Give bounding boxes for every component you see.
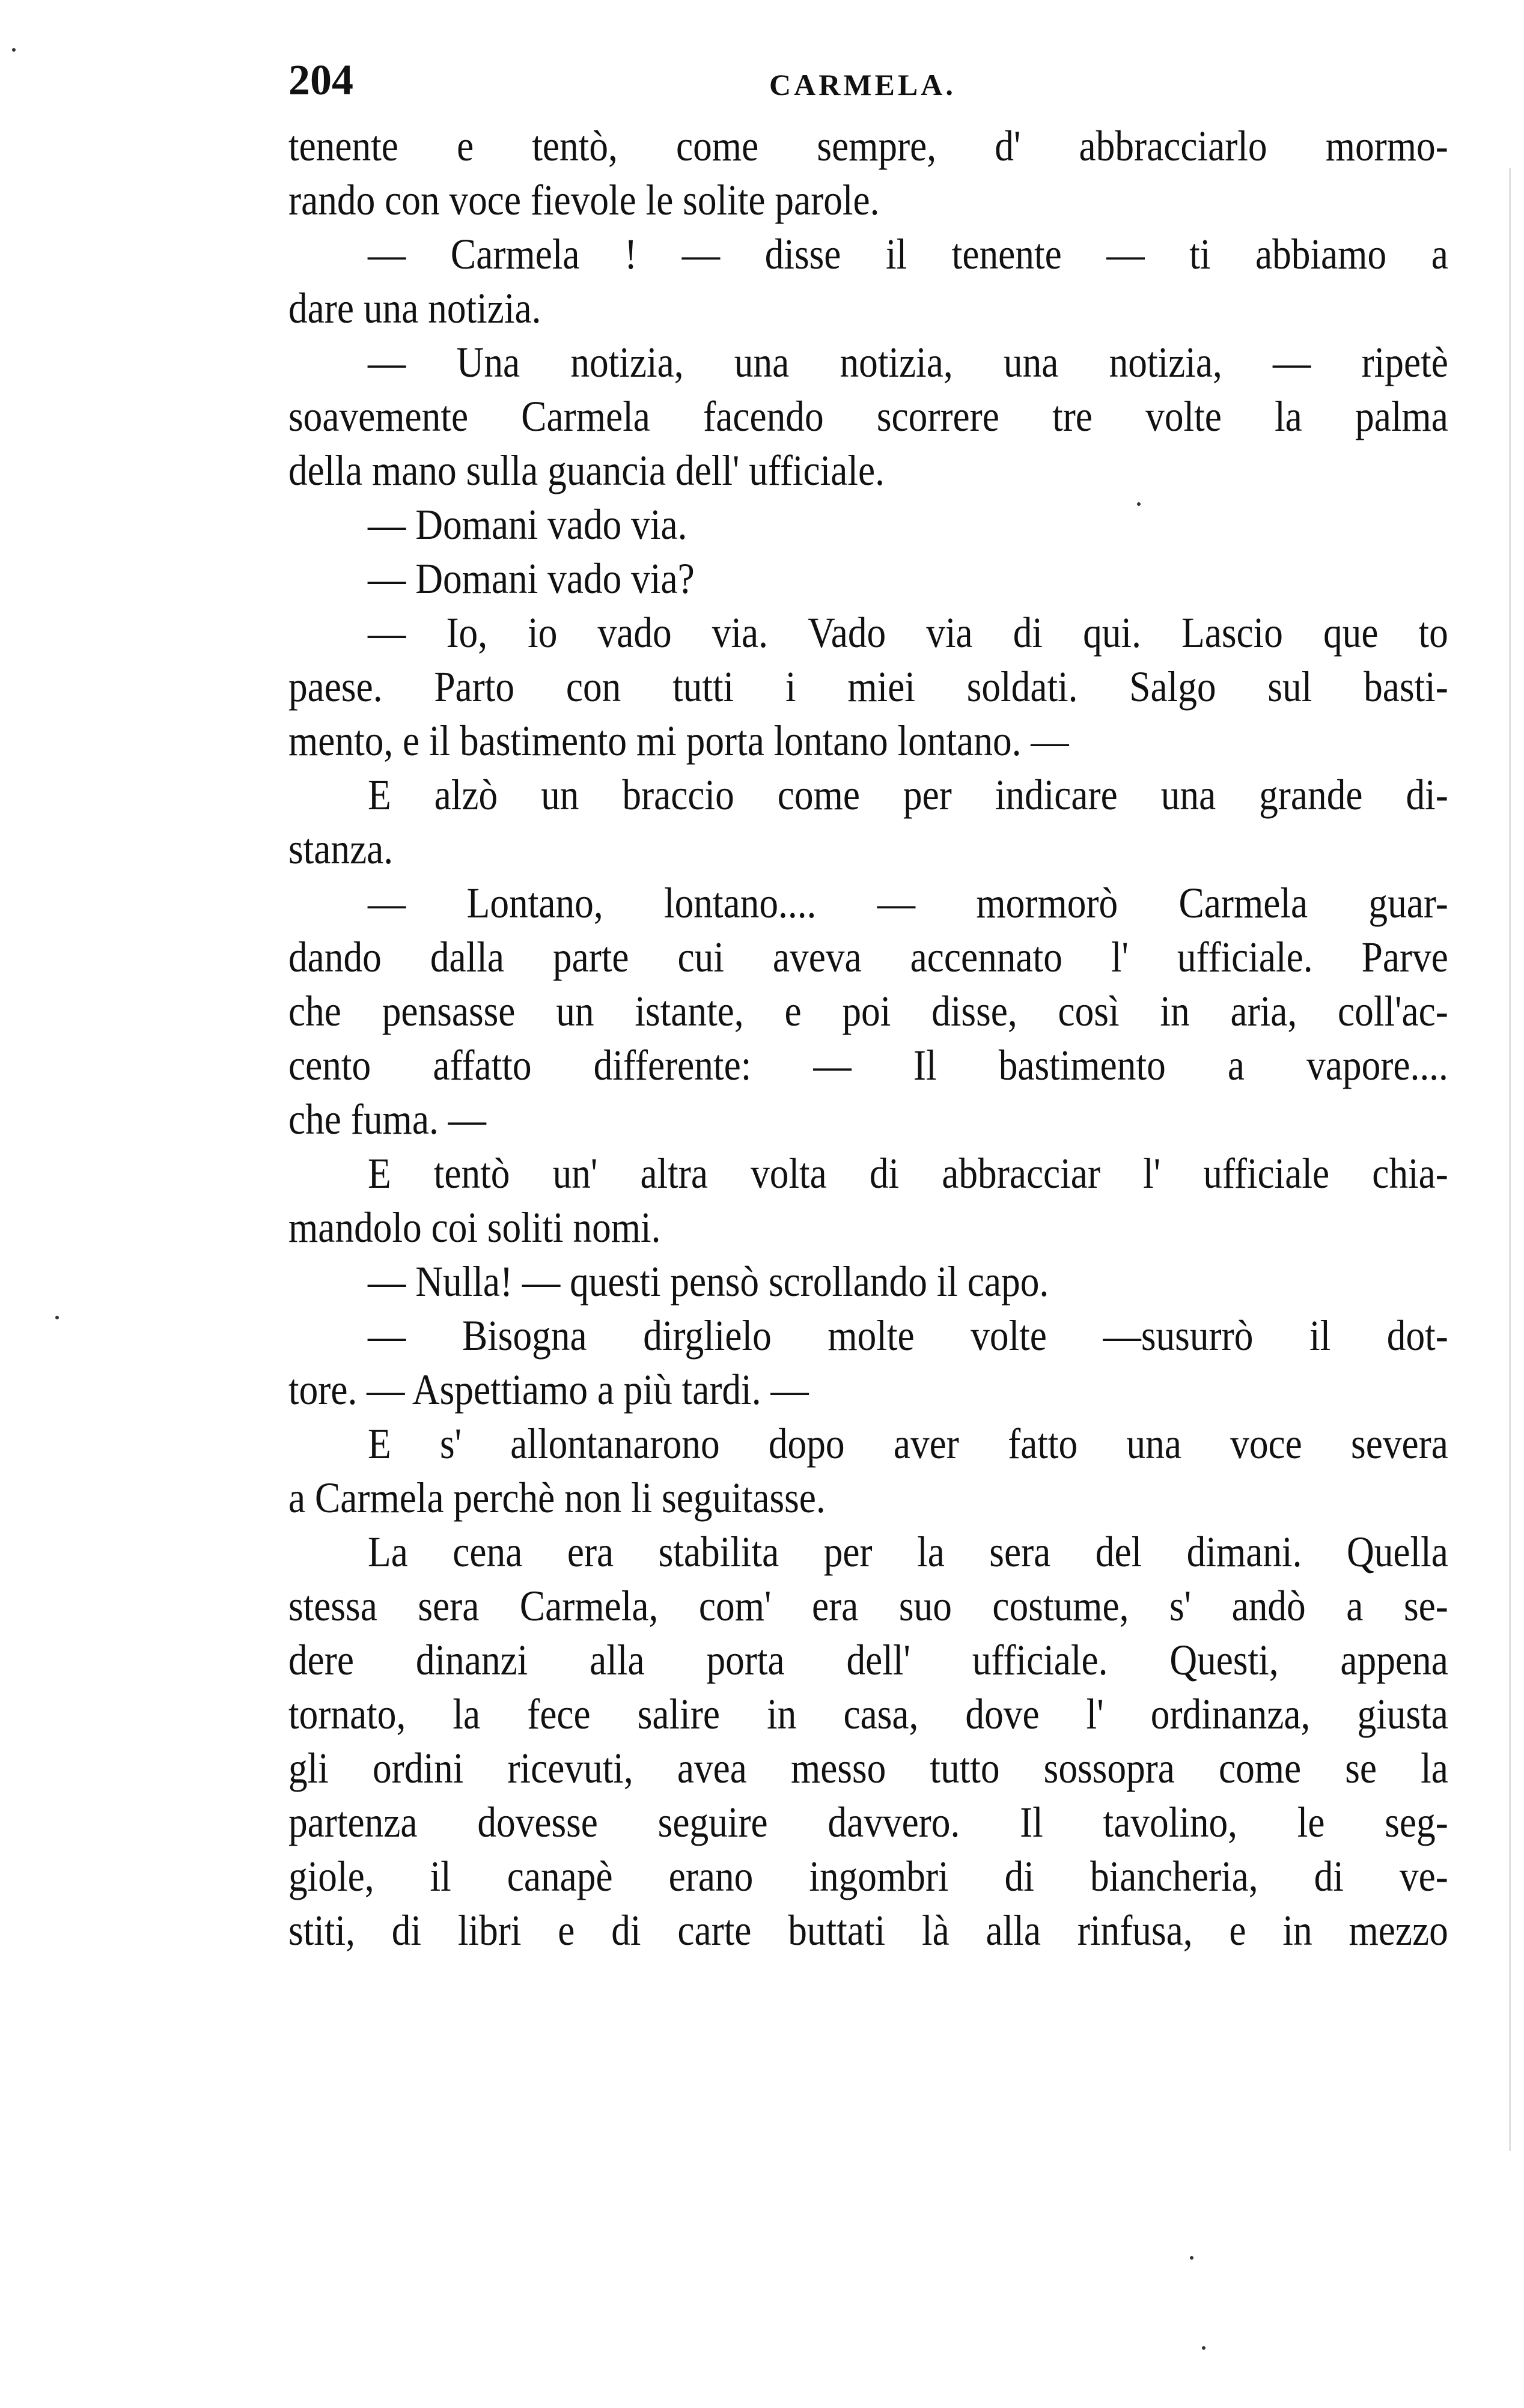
text-line: — Io, io vado via. Vado via di qui. Lascio que to (368, 609, 1448, 657)
scan-speck (12, 48, 16, 52)
running-head: CARMELA. (769, 68, 956, 102)
text-line: che pensasse un istante, e poi disse, così in aria, coll'ac- (288, 987, 1448, 1035)
text-line: — Bisogna dirglielo molte volte —susurrò il dot- (368, 1312, 1448, 1360)
text-line: E alzò un braccio come per indicare una grande di- (368, 771, 1448, 819)
body-text (288, 119, 1448, 1957)
scan-speck (1190, 2256, 1193, 2260)
scan-speck (1137, 502, 1141, 506)
text-line: che fuma. — (288, 1095, 486, 1143)
scan-speck (1202, 2346, 1205, 2350)
text-line: gli ordini ricevuti, avea messo tutto sossopra come se la (288, 1744, 1448, 1792)
text-line: mento, e il bastimento mi porta lontano lontano. — (288, 717, 1069, 765)
text-line: La cena era stabilita per la sera del dimani. Quella (368, 1528, 1448, 1576)
page-header (288, 47, 1448, 113)
text-line: tornato, la fece salire in casa, dove l' ordinanza, giusta (288, 1690, 1448, 1738)
scan-speck (55, 1316, 59, 1319)
text-line: — Nulla! — questi pensò scrollando il capo. (368, 1257, 1049, 1306)
gutter-shadow (1509, 168, 1511, 2151)
text-line: tenente e tentò, come sempre, d' abbracciarlo mormo- (288, 122, 1448, 170)
text-line: cento affatto differente: — Il bastimento a vapore.... (288, 1041, 1448, 1089)
text-line: — Domani vado via. (368, 500, 687, 549)
text-line: giole, il canapè erano ingombri di biancheria, di ve- (288, 1852, 1448, 1900)
text-line: — Carmela ! — disse il tenente — ti abbiamo a (368, 230, 1448, 278)
text-line: partenza dovesse seguire davvero. Il tavolino, le seg- (288, 1798, 1448, 1846)
text-line: dando dalla parte cui aveva accennato l' ufficiale. Parve (288, 933, 1448, 981)
text-line: — Domani vado via? (368, 555, 695, 603)
text-line: — Una notizia, una notizia, una notizia, — ripetè (368, 338, 1448, 386)
text-line: dere dinanzi alla porta dell' ufficiale. Questi, appena (288, 1636, 1448, 1684)
text-line: paese. Parto con tutti i miei soldati. Salgo sul basti- (288, 663, 1448, 711)
page-number: 204 (288, 56, 353, 104)
text-line: stiti, di libri e di carte buttati là alla rinfusa, e in mezzo (288, 1906, 1448, 1954)
text-line: a Carmela perchè non li seguitasse. (288, 1474, 826, 1522)
text-line: della mano sulla guancia dell' ufficiale. (288, 446, 885, 494)
text-line: mandolo coi soliti nomi. (288, 1203, 661, 1251)
text-line: E tentò un' altra volta di abbracciar l' ufficiale chia- (368, 1149, 1448, 1197)
text-line: dare una notizia. (288, 284, 541, 332)
text-line: stessa sera Carmela, com' era suo costume, s' andò a se- (288, 1582, 1448, 1630)
text-line: stanza. (288, 825, 394, 873)
text-line: — Lontano, lontano.... — mormorò Carmela guar- (368, 879, 1448, 927)
text-line: tore. — Aspettiamo a più tardi. — (288, 1366, 809, 1414)
text-line: soavemente Carmela facendo scorrere tre volte la palma (288, 392, 1448, 440)
text-line: E s' allontanarono dopo aver fatto una voce severa (368, 1420, 1448, 1468)
text-line: rando con voce fievole le solite parole. (288, 176, 880, 224)
